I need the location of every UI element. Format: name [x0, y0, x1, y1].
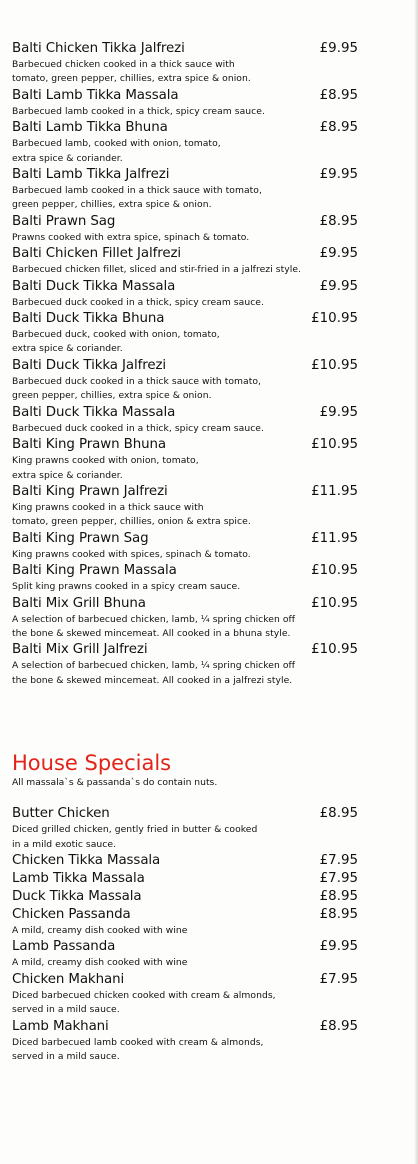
menu-item-header — [12, 870, 358, 888]
menu-item-description: extra spice & coriander. — [12, 343, 123, 355]
menu-item-name: Balti Duck Tikka Massala — [12, 278, 176, 294]
menu-item-name: Lamb Passanda — [12, 939, 116, 955]
menu-item-price: £10.95 — [311, 437, 358, 453]
menu-item — [12, 562, 358, 594]
menu-item-description: A mild, creamy dish cooked with wine — [12, 924, 188, 936]
menu-item-description: Prawns cooked with extra spice, spinach & tomato. — [12, 231, 250, 243]
menu-item — [12, 852, 358, 870]
menu-item-header — [12, 166, 358, 184]
menu-item — [12, 87, 358, 119]
menu-item-price: £8.95 — [319, 888, 358, 904]
balti-list — [12, 40, 358, 688]
menu-item — [12, 1018, 358, 1065]
menu-item-price: £10.95 — [311, 642, 358, 658]
menu-item-price: £9.95 — [319, 167, 358, 183]
menu-item — [12, 119, 358, 166]
menu-item-name: Chicken Makhani — [12, 971, 125, 987]
menu-item-price: £8.95 — [319, 906, 358, 922]
menu-item-name: Balti Lamb Tikka Bhuna — [12, 120, 168, 136]
menu-item-header — [12, 1018, 358, 1036]
menu-item-name: Balti King Prawn Sag — [12, 530, 149, 546]
menu-item-price: £9.95 — [319, 939, 358, 955]
menu-item-header — [12, 87, 358, 105]
menu-item-description: Barbecued chicken cooked in a thick sauce with — [12, 59, 235, 70]
menu-item-name: Chicken Tikka Massala — [12, 852, 161, 868]
menu-item — [12, 938, 358, 970]
menu-item-name: Balti Duck Tikka Jalfrezi — [12, 357, 167, 373]
menu-item-header — [12, 530, 358, 548]
menu-item-name: Lamb Tikka Massala — [12, 870, 145, 886]
menu-item-description: served in a mild sauce. — [12, 1004, 120, 1016]
menu-item-name: Balti King Prawn Jalfrezi — [12, 483, 168, 499]
menu-item-name: Balti Lamb Tikka Massala — [12, 87, 179, 103]
page-edge-shadow — [414, 0, 418, 1164]
menu-item-name: Balti Duck Tikka Bhuna — [12, 311, 165, 327]
menu-item-description: served in a mild sauce. — [12, 1051, 120, 1062]
menu-item-header — [12, 562, 358, 580]
menu-item-price: £7.95 — [319, 852, 358, 868]
menu-item-price: £7.95 — [319, 971, 358, 987]
menu-item-name: Chicken Passanda — [12, 906, 131, 922]
menu-item-header — [12, 278, 358, 296]
menu-item-header — [12, 404, 358, 422]
menu-item-name: Balti Duck Tikka Massala — [12, 404, 176, 420]
menu-item-description: A selection of barbecued chicken, lamb, ¼ spring chicken off — [12, 613, 296, 625]
menu-item-header — [12, 971, 358, 989]
menu-item-header — [12, 436, 358, 454]
menu-item-description: extra spice & coriander. — [12, 152, 123, 164]
menu-item-name: Balti King Prawn Massala — [12, 563, 177, 579]
menu-item — [12, 166, 358, 213]
menu-item-price: £10.95 — [311, 357, 358, 373]
menu-item-description: Split king prawns cooked in a spicy cream sauce. — [12, 581, 241, 593]
menu-item-name: Duck Tikka Massala — [12, 888, 142, 904]
menu-item-description: tomato, green pepper, chillies, onion & extra spice. — [12, 516, 251, 528]
menu-item-name: Balti King Prawn Bhuna — [12, 437, 166, 453]
menu-item-price: £11.95 — [311, 483, 358, 499]
menu-item-description: Diced barbecued lamb cooked with cream & almonds, — [12, 1036, 264, 1048]
menu-item-description: Diced grilled chicken, gently fried in butter & cooked — [12, 824, 258, 836]
menu-item-description: Barbecued duck cooked in a thick, spicy cream sauce. — [12, 422, 264, 434]
menu-item-price: £10.95 — [311, 595, 358, 611]
menu-item — [12, 483, 358, 530]
menu-item — [12, 888, 358, 906]
menu-item-header — [12, 595, 358, 613]
menu-item — [12, 530, 358, 562]
menu-item-price: £8.95 — [319, 213, 358, 229]
menu-item-price: £10.95 — [311, 563, 358, 579]
section-note-nuts: All massala`s & passanda`s do contain nuts. — [12, 777, 218, 789]
menu-item-description: Barbecued chicken fillet, sliced and stir-fried in a jalfrezi style. — [12, 264, 301, 276]
menu-item-header — [12, 805, 358, 823]
menu-item-description: Barbecued duck, cooked with onion, tomato, — [12, 329, 220, 341]
menu-item-name: Balti Chicken Fillet Jalfrezi — [12, 246, 182, 262]
menu-item-description: King prawns cooked with spices, spinach & tomato. — [12, 548, 251, 560]
menu-item — [12, 278, 358, 310]
menu-item — [12, 641, 358, 688]
menu-item-header — [12, 213, 358, 231]
section-spacer — [12, 688, 358, 750]
menu-item-price: £10.95 — [311, 311, 358, 327]
menu-item-description: A selection of barbecued chicken, lamb, ¼ spring chicken off — [12, 660, 296, 672]
menu-item-description: extra spice & coriander. — [12, 469, 123, 481]
menu-item-price: £8.95 — [319, 806, 358, 822]
menu-item-name: Balti Mix Grill Jalfrezi — [12, 642, 148, 658]
menu-item-header — [12, 245, 358, 263]
menu-item-description: tomato, green pepper, chillies, extra spice & onion. — [12, 73, 251, 85]
menu-item-description: green pepper, chillies, extra spice & onion. — [12, 199, 212, 211]
menu-item-name: Lamb Makhani — [12, 1018, 109, 1034]
menu-item — [12, 906, 358, 938]
menu-item-name: Balti Mix Grill Bhuna — [12, 595, 146, 611]
menu-item-header — [12, 888, 358, 906]
menu-item-price: £8.95 — [319, 120, 358, 136]
menu-item-price: £9.95 — [319, 404, 358, 420]
menu-item — [12, 213, 358, 245]
menu-item-header — [12, 906, 358, 924]
menu-item — [12, 310, 358, 357]
menu-item — [12, 40, 358, 87]
menu-item-description: green pepper, chillies, extra spice & onion. — [12, 390, 212, 402]
house-specials-list — [12, 805, 358, 1064]
menu-item-description: Barbecued duck cooked in a thick, spicy cream sauce. — [12, 296, 264, 308]
menu-item-description: Barbecued duck cooked in a thick sauce with tomato, — [12, 375, 262, 387]
menu-item-header — [12, 852, 358, 870]
menu-item — [12, 436, 358, 483]
menu-item-header — [12, 40, 358, 58]
menu-item-price: £8.95 — [319, 87, 358, 103]
menu-item-price: £8.95 — [319, 1018, 358, 1034]
menu-item-description: Diced barbecued chicken cooked with cream & almonds, — [12, 989, 276, 1001]
menu-item-header — [12, 119, 358, 137]
menu-item — [12, 245, 358, 277]
menu-content — [12, 40, 358, 1064]
menu-item-description: Barbecued lamb cooked in a thick, spicy cream sauce. — [12, 105, 265, 117]
menu-item-description: King prawns cooked in a thick sauce with — [12, 501, 204, 513]
menu-item-header — [12, 641, 358, 659]
menu-item — [12, 404, 358, 436]
menu-item-description: the bone & skewed mincemeat. All cooked in a bhuna style. — [12, 627, 291, 639]
menu-item-price: £9.95 — [319, 246, 358, 262]
menu-item — [12, 357, 358, 404]
menu-item — [12, 870, 358, 888]
menu-item — [12, 971, 358, 1018]
menu-item-header — [12, 357, 358, 375]
menu-item-name: Balti Chicken Tikka Jalfrezi — [12, 41, 185, 56]
menu-item-price: £9.95 — [319, 41, 358, 56]
menu-item-name: Butter Chicken — [12, 806, 110, 822]
menu-item-description: the bone & skewed mincemeat. All cooked in a jalfrezi style. — [12, 674, 293, 686]
menu-item-description: in a mild exotic sauce. — [12, 838, 117, 850]
menu-item-header — [12, 310, 358, 328]
menu-item-description: A mild, creamy dish cooked with wine — [12, 957, 188, 969]
menu-item — [12, 595, 358, 642]
menu-item — [12, 805, 358, 852]
menu-item-description: Barbecued lamb cooked in a thick sauce with tomato, — [12, 185, 262, 197]
menu-item-price: £9.95 — [319, 278, 358, 294]
menu-item-header — [12, 938, 358, 956]
menu-item-header — [12, 483, 358, 501]
menu-item-name: Balti Prawn Sag — [12, 213, 116, 229]
menu-item-name: Balti Lamb Tikka Jalfrezi — [12, 167, 170, 183]
menu-item-description: King prawns cooked with onion, tomato, — [12, 455, 199, 467]
menu-item-price: £11.95 — [311, 530, 358, 546]
section-title-house-specials: House Specials — [12, 751, 172, 776]
menu-item-description: Barbecued lamb, cooked with onion, tomato, — [12, 138, 221, 150]
menu-item-price: £7.95 — [319, 870, 358, 886]
